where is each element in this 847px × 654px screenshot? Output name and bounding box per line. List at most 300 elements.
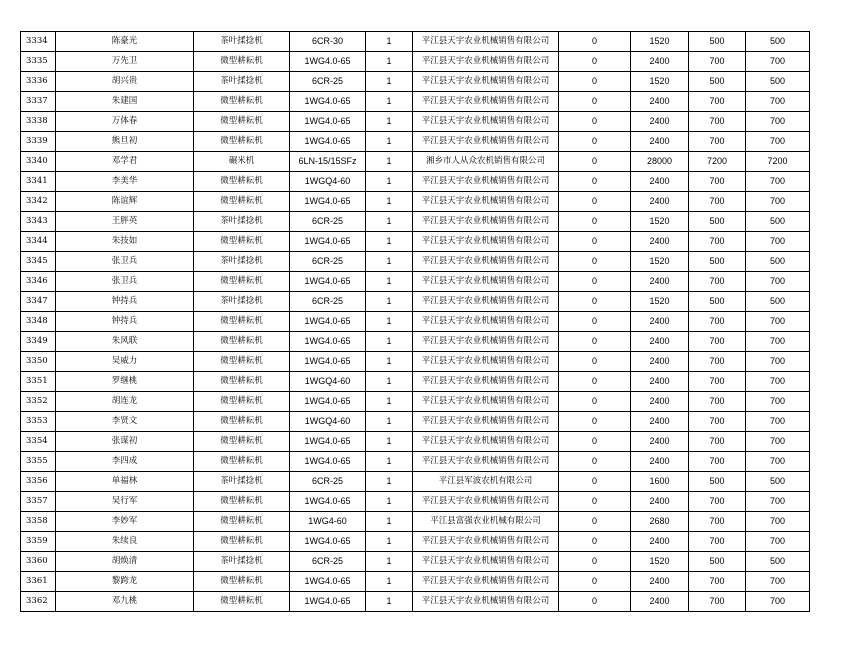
price-cell: 2400 — [631, 372, 689, 392]
dealer-cell: 平江县天宇农业机械销售有限公司 — [413, 572, 559, 592]
quantity-cell: 1 — [366, 332, 413, 352]
subsidy-b-cell: 700 — [746, 52, 810, 72]
value-col7-cell: 0 — [559, 552, 631, 572]
table-row — [21, 332, 810, 352]
value-col7-cell: 0 — [559, 192, 631, 212]
machine-type-cell: 茶叶揉捻机 — [194, 472, 290, 492]
quantity-cell: 1 — [366, 152, 413, 172]
buyer-name-cell: 朱技如 — [56, 232, 194, 252]
buyer-name-cell: 黎跨龙 — [56, 572, 194, 592]
quantity-cell: 1 — [366, 492, 413, 512]
quantity-cell: 1 — [366, 572, 413, 592]
dealer-cell: 平江县天宇农业机械销售有限公司 — [413, 272, 559, 292]
value-col7-cell: 0 — [559, 72, 631, 92]
subsidy-a-cell: 700 — [689, 452, 746, 472]
machine-type-cell: 微型耕耘机 — [194, 172, 290, 192]
model-cell: 1WG4.0-65 — [290, 352, 366, 372]
row-id-cell: 3337 — [21, 92, 56, 112]
subsidy-b-cell: 500 — [746, 552, 810, 572]
quantity-cell: 1 — [366, 452, 413, 472]
machine-type-cell: 微型耕耘机 — [194, 452, 290, 472]
buyer-name-cell: 张卫兵 — [56, 252, 194, 272]
buyer-name-cell: 王胖英 — [56, 212, 194, 232]
buyer-name-cell: 朱建国 — [56, 92, 194, 112]
table-row — [21, 192, 810, 212]
value-col7-cell: 0 — [559, 292, 631, 312]
subsidy-b-cell: 700 — [746, 272, 810, 292]
buyer-name-cell: 万体春 — [56, 112, 194, 132]
dealer-cell: 平江县天宇农业机械销售有限公司 — [413, 352, 559, 372]
subsidy-a-cell: 700 — [689, 592, 746, 612]
buyer-name-cell: 李美华 — [56, 172, 194, 192]
table-row — [21, 32, 810, 52]
table-row — [21, 352, 810, 372]
dealer-cell: 湘乡市人从众农机销售有限公司 — [413, 152, 559, 172]
machine-type-cell: 微型耕耘机 — [194, 312, 290, 332]
value-col7-cell: 0 — [559, 572, 631, 592]
machine-type-cell: 微型耕耘机 — [194, 112, 290, 132]
value-col7-cell: 0 — [559, 452, 631, 472]
quantity-cell: 1 — [366, 432, 413, 452]
row-id-cell: 3357 — [21, 492, 56, 512]
subsidy-b-cell: 500 — [746, 72, 810, 92]
table-row — [21, 592, 810, 612]
row-id-cell: 3349 — [21, 332, 56, 352]
quantity-cell: 1 — [366, 232, 413, 252]
value-col7-cell: 0 — [559, 352, 631, 372]
buyer-name-cell: 张谋初 — [56, 432, 194, 452]
buyer-name-cell: 吴行军 — [56, 492, 194, 512]
subsidy-table — [20, 31, 810, 612]
row-id-cell: 3341 — [21, 172, 56, 192]
quantity-cell: 1 — [366, 412, 413, 432]
subsidy-b-cell: 700 — [746, 352, 810, 372]
row-id-cell: 3358 — [21, 512, 56, 532]
model-cell: 1WGQ4-60 — [290, 412, 366, 432]
subsidy-a-cell: 700 — [689, 392, 746, 412]
subsidy-b-cell: 700 — [746, 112, 810, 132]
machine-type-cell: 微型耕耘机 — [194, 572, 290, 592]
row-id-cell: 3346 — [21, 272, 56, 292]
model-cell: 1WG4.0-65 — [290, 132, 366, 152]
dealer-cell: 平江县天宇农业机械销售有限公司 — [413, 552, 559, 572]
quantity-cell: 1 — [366, 472, 413, 492]
subsidy-a-cell: 700 — [689, 52, 746, 72]
value-col7-cell: 0 — [559, 152, 631, 172]
dealer-cell: 平江县天宇农业机械销售有限公司 — [413, 592, 559, 612]
machine-type-cell: 微型耕耘机 — [194, 352, 290, 372]
row-id-cell: 3350 — [21, 352, 56, 372]
row-id-cell: 3353 — [21, 412, 56, 432]
machine-type-cell: 微型耕耘机 — [194, 192, 290, 212]
row-id-cell: 3345 — [21, 252, 56, 272]
quantity-cell: 1 — [366, 272, 413, 292]
quantity-cell: 1 — [366, 212, 413, 232]
row-id-cell: 3356 — [21, 472, 56, 492]
dealer-cell: 平江县天宇农业机械销售有限公司 — [413, 132, 559, 152]
subsidy-a-cell: 700 — [689, 492, 746, 512]
subsidy-b-cell: 700 — [746, 492, 810, 512]
machine-type-cell: 茶叶揉捻机 — [194, 212, 290, 232]
value-col7-cell: 0 — [559, 172, 631, 192]
machine-type-cell: 微型耕耘机 — [194, 232, 290, 252]
dealer-cell: 平江县天宇农业机械销售有限公司 — [413, 392, 559, 412]
subsidy-b-cell: 700 — [746, 132, 810, 152]
subsidy-b-cell: 700 — [746, 192, 810, 212]
dealer-cell: 平江县天宇农业机械销售有限公司 — [413, 372, 559, 392]
value-col7-cell: 0 — [559, 252, 631, 272]
model-cell: 6CR-25 — [290, 472, 366, 492]
buyer-name-cell: 万先卫 — [56, 52, 194, 72]
row-id-cell: 3344 — [21, 232, 56, 252]
table-row — [21, 112, 810, 132]
subsidy-b-cell: 500 — [746, 212, 810, 232]
machine-type-cell: 微型耕耘机 — [194, 532, 290, 552]
dealer-cell: 平江县天宇农业机械销售有限公司 — [413, 192, 559, 212]
price-cell: 2400 — [631, 452, 689, 472]
price-cell: 2400 — [631, 532, 689, 552]
model-cell: 1WG4.0-65 — [290, 592, 366, 612]
value-col7-cell: 0 — [559, 232, 631, 252]
table-row — [21, 432, 810, 452]
row-id-cell: 3334 — [21, 32, 56, 52]
row-id-cell: 3352 — [21, 392, 56, 412]
buyer-name-cell: 陈豪光 — [56, 32, 194, 52]
subsidy-b-cell: 700 — [746, 172, 810, 192]
dealer-cell: 平江县富强农业机械有限公司 — [413, 512, 559, 532]
subsidy-b-cell: 700 — [746, 432, 810, 452]
subsidy-a-cell: 700 — [689, 512, 746, 532]
subsidy-a-cell: 500 — [689, 32, 746, 52]
buyer-name-cell: 胡焕清 — [56, 552, 194, 572]
machine-type-cell: 微型耕耘机 — [194, 492, 290, 512]
model-cell: 1WG4.0-65 — [290, 332, 366, 352]
table-row — [21, 232, 810, 252]
row-id-cell: 3339 — [21, 132, 56, 152]
machine-type-cell: 茶叶揉捻机 — [194, 292, 290, 312]
price-cell: 1520 — [631, 32, 689, 52]
subsidy-b-cell: 700 — [746, 452, 810, 472]
dealer-cell: 平江县天宇农业机械销售有限公司 — [413, 52, 559, 72]
model-cell: 6CR-25 — [290, 252, 366, 272]
value-col7-cell: 0 — [559, 492, 631, 512]
machine-type-cell: 茶叶揉捻机 — [194, 252, 290, 272]
price-cell: 28000 — [631, 152, 689, 172]
quantity-cell: 1 — [366, 252, 413, 272]
model-cell: 1WG4.0-65 — [290, 532, 366, 552]
dealer-cell: 平江县天宇农业机械销售有限公司 — [413, 532, 559, 552]
row-id-cell: 3336 — [21, 72, 56, 92]
subsidy-b-cell: 500 — [746, 292, 810, 312]
table-row — [21, 452, 810, 472]
quantity-cell: 1 — [366, 592, 413, 612]
dealer-cell: 平江县天宇农业机械销售有限公司 — [413, 112, 559, 132]
table-row — [21, 472, 810, 492]
subsidy-b-cell: 700 — [746, 392, 810, 412]
quantity-cell: 1 — [366, 112, 413, 132]
value-col7-cell: 0 — [559, 532, 631, 552]
subsidy-b-cell: 700 — [746, 412, 810, 432]
table-body — [21, 32, 810, 612]
table-row — [21, 572, 810, 592]
model-cell: 6CR-25 — [290, 72, 366, 92]
model-cell: 1WG4.0-65 — [290, 232, 366, 252]
subsidy-b-cell: 700 — [746, 92, 810, 112]
row-id-cell: 3359 — [21, 532, 56, 552]
quantity-cell: 1 — [366, 372, 413, 392]
quantity-cell: 1 — [366, 32, 413, 52]
price-cell: 2400 — [631, 412, 689, 432]
price-cell: 2400 — [631, 232, 689, 252]
subsidy-a-cell: 700 — [689, 352, 746, 372]
value-col7-cell: 0 — [559, 52, 631, 72]
value-col7-cell: 0 — [559, 392, 631, 412]
subsidy-a-cell: 500 — [689, 292, 746, 312]
subsidy-a-cell: 700 — [689, 112, 746, 132]
price-cell: 1520 — [631, 252, 689, 272]
value-col7-cell: 0 — [559, 412, 631, 432]
value-col7-cell: 0 — [559, 332, 631, 352]
table-row — [21, 312, 810, 332]
dealer-cell: 平江县军波农机有限公司 — [413, 472, 559, 492]
machine-type-cell: 微型耕耘机 — [194, 512, 290, 532]
quantity-cell: 1 — [366, 72, 413, 92]
model-cell: 1WG4.0-65 — [290, 492, 366, 512]
value-col7-cell: 0 — [559, 512, 631, 532]
table-row — [21, 392, 810, 412]
dealer-cell: 平江县天宇农业机械销售有限公司 — [413, 432, 559, 452]
quantity-cell: 1 — [366, 292, 413, 312]
subsidy-a-cell: 700 — [689, 432, 746, 452]
model-cell: 1WG4.0-65 — [290, 52, 366, 72]
table-row — [21, 512, 810, 532]
row-id-cell: 3340 — [21, 152, 56, 172]
dealer-cell: 平江县天宇农业机械销售有限公司 — [413, 72, 559, 92]
value-col7-cell: 0 — [559, 32, 631, 52]
machine-type-cell: 微型耕耘机 — [194, 92, 290, 112]
subsidy-b-cell: 500 — [746, 252, 810, 272]
table-row — [21, 252, 810, 272]
table-row — [21, 72, 810, 92]
dealer-cell: 平江县天宇农业机械销售有限公司 — [413, 92, 559, 112]
value-col7-cell: 0 — [559, 372, 631, 392]
buyer-name-cell: 朱续良 — [56, 532, 194, 552]
subsidy-b-cell: 700 — [746, 592, 810, 612]
subsidy-b-cell: 700 — [746, 512, 810, 532]
price-cell: 2400 — [631, 592, 689, 612]
buyer-name-cell: 罗继桃 — [56, 372, 194, 392]
machine-type-cell: 微型耕耘机 — [194, 132, 290, 152]
table-row — [21, 412, 810, 432]
table-row — [21, 372, 810, 392]
row-id-cell: 3360 — [21, 552, 56, 572]
dealer-cell: 平江县天宇农业机械销售有限公司 — [413, 252, 559, 272]
buyer-name-cell: 胡兴贵 — [56, 72, 194, 92]
price-cell: 2680 — [631, 512, 689, 532]
price-cell: 2400 — [631, 312, 689, 332]
table-row — [21, 92, 810, 112]
subsidy-a-cell: 700 — [689, 312, 746, 332]
row-id-cell: 3348 — [21, 312, 56, 332]
quantity-cell: 1 — [366, 92, 413, 112]
model-cell: 1WG4.0-65 — [290, 452, 366, 472]
buyer-name-cell: 钟持兵 — [56, 292, 194, 312]
quantity-cell: 1 — [366, 552, 413, 572]
subsidy-a-cell: 500 — [689, 252, 746, 272]
buyer-name-cell: 李贤文 — [56, 412, 194, 432]
subsidy-b-cell: 700 — [746, 572, 810, 592]
value-col7-cell: 0 — [559, 132, 631, 152]
table-row — [21, 492, 810, 512]
dealer-cell: 平江县天宇农业机械销售有限公司 — [413, 412, 559, 432]
subsidy-a-cell: 700 — [689, 272, 746, 292]
subsidy-b-cell: 500 — [746, 472, 810, 492]
row-id-cell: 3351 — [21, 372, 56, 392]
model-cell: 1WG4.0-65 — [290, 312, 366, 332]
price-cell: 1520 — [631, 292, 689, 312]
value-col7-cell: 0 — [559, 212, 631, 232]
price-cell: 2400 — [631, 392, 689, 412]
price-cell: 1520 — [631, 72, 689, 92]
dealer-cell: 平江县天宇农业机械销售有限公司 — [413, 32, 559, 52]
model-cell: 1WGQ4-60 — [290, 372, 366, 392]
subsidy-a-cell: 700 — [689, 192, 746, 212]
row-id-cell: 3361 — [21, 572, 56, 592]
machine-type-cell: 微型耕耘机 — [194, 332, 290, 352]
row-id-cell: 3347 — [21, 292, 56, 312]
quantity-cell: 1 — [366, 312, 413, 332]
model-cell: 6CR-30 — [290, 32, 366, 52]
subsidy-b-cell: 700 — [746, 312, 810, 332]
table-row — [21, 552, 810, 572]
row-id-cell: 3355 — [21, 452, 56, 472]
model-cell: 1WG4.0-65 — [290, 272, 366, 292]
dealer-cell: 平江县天宇农业机械销售有限公司 — [413, 232, 559, 252]
table-row — [21, 172, 810, 192]
price-cell: 2400 — [631, 572, 689, 592]
subsidy-b-cell: 700 — [746, 232, 810, 252]
subsidy-a-cell: 700 — [689, 572, 746, 592]
value-col7-cell: 0 — [559, 472, 631, 492]
subsidy-b-cell: 700 — [746, 532, 810, 552]
subsidy-a-cell: 700 — [689, 232, 746, 252]
table-row — [21, 212, 810, 232]
subsidy-a-cell: 7200 — [689, 152, 746, 172]
subsidy-a-cell: 700 — [689, 172, 746, 192]
subsidy-a-cell: 500 — [689, 552, 746, 572]
model-cell: 1WG4-60 — [290, 512, 366, 532]
subsidy-a-cell: 700 — [689, 412, 746, 432]
dealer-cell: 平江县天宇农业机械销售有限公司 — [413, 292, 559, 312]
price-cell: 2400 — [631, 112, 689, 132]
subsidy-a-cell: 500 — [689, 72, 746, 92]
model-cell: 1WG4.0-65 — [290, 92, 366, 112]
model-cell: 1WG4.0-65 — [290, 112, 366, 132]
model-cell: 1WG4.0-65 — [290, 432, 366, 452]
row-id-cell: 3362 — [21, 592, 56, 612]
machine-type-cell: 微型耕耘机 — [194, 272, 290, 292]
subsidy-b-cell: 700 — [746, 332, 810, 352]
model-cell: 6CR-25 — [290, 212, 366, 232]
price-cell: 2400 — [631, 192, 689, 212]
subsidy-a-cell: 700 — [689, 332, 746, 352]
dealer-cell: 平江县天宇农业机械销售有限公司 — [413, 452, 559, 472]
price-cell: 2400 — [631, 172, 689, 192]
row-id-cell: 3335 — [21, 52, 56, 72]
table-row — [21, 52, 810, 72]
value-col7-cell: 0 — [559, 272, 631, 292]
subsidy-b-cell: 7200 — [746, 152, 810, 172]
price-cell: 1600 — [631, 472, 689, 492]
buyer-name-cell: 胡连龙 — [56, 392, 194, 412]
buyer-name-cell: 邓学君 — [56, 152, 194, 172]
price-cell: 2400 — [631, 92, 689, 112]
machine-type-cell: 碾米机 — [194, 152, 290, 172]
dealer-cell: 平江县天宇农业机械销售有限公司 — [413, 312, 559, 332]
buyer-name-cell: 邓九桃 — [56, 592, 194, 612]
model-cell: 1WGQ4-60 — [290, 172, 366, 192]
price-cell: 2400 — [631, 352, 689, 372]
dealer-cell: 平江县天宇农业机械销售有限公司 — [413, 212, 559, 232]
buyer-name-cell: 陈谊辉 — [56, 192, 194, 212]
machine-type-cell: 微型耕耘机 — [194, 412, 290, 432]
price-cell: 2400 — [631, 332, 689, 352]
quantity-cell: 1 — [366, 192, 413, 212]
model-cell: 6CR-25 — [290, 552, 366, 572]
price-cell: 1520 — [631, 212, 689, 232]
price-cell: 2400 — [631, 432, 689, 452]
machine-type-cell: 微型耕耘机 — [194, 392, 290, 412]
machine-type-cell: 微型耕耘机 — [194, 592, 290, 612]
dealer-cell: 平江县天宇农业机械销售有限公司 — [413, 172, 559, 192]
buyer-name-cell: 张卫兵 — [56, 272, 194, 292]
machine-type-cell: 微型耕耘机 — [194, 52, 290, 72]
subsidy-a-cell: 700 — [689, 92, 746, 112]
table-row — [21, 292, 810, 312]
price-cell: 2400 — [631, 132, 689, 152]
row-id-cell: 3354 — [21, 432, 56, 452]
machine-type-cell: 微型耕耘机 — [194, 432, 290, 452]
buyer-name-cell: 钟持兵 — [56, 312, 194, 332]
table-row — [21, 132, 810, 152]
quantity-cell: 1 — [366, 392, 413, 412]
buyer-name-cell: 吴威力 — [56, 352, 194, 372]
model-cell: 1WG4.0-65 — [290, 572, 366, 592]
value-col7-cell: 0 — [559, 112, 631, 132]
value-col7-cell: 0 — [559, 432, 631, 452]
table-row — [21, 152, 810, 172]
price-cell: 2400 — [631, 492, 689, 512]
machine-type-cell: 茶叶揉捻机 — [194, 552, 290, 572]
model-cell: 1WG4.0-65 — [290, 192, 366, 212]
model-cell: 6LN-15/15SFz — [290, 152, 366, 172]
quantity-cell: 1 — [366, 352, 413, 372]
price-cell: 2400 — [631, 272, 689, 292]
subsidy-b-cell: 700 — [746, 372, 810, 392]
subsidy-a-cell: 700 — [689, 532, 746, 552]
table-row — [21, 272, 810, 292]
quantity-cell: 1 — [366, 132, 413, 152]
quantity-cell: 1 — [366, 52, 413, 72]
price-cell: 2400 — [631, 52, 689, 72]
subsidy-a-cell: 700 — [689, 132, 746, 152]
table-row — [21, 532, 810, 552]
quantity-cell: 1 — [366, 172, 413, 192]
price-cell: 1520 — [631, 552, 689, 572]
subsidy-b-cell: 500 — [746, 32, 810, 52]
machine-type-cell: 茶叶揉捻机 — [194, 72, 290, 92]
machine-type-cell: 茶叶揉捻机 — [194, 32, 290, 52]
